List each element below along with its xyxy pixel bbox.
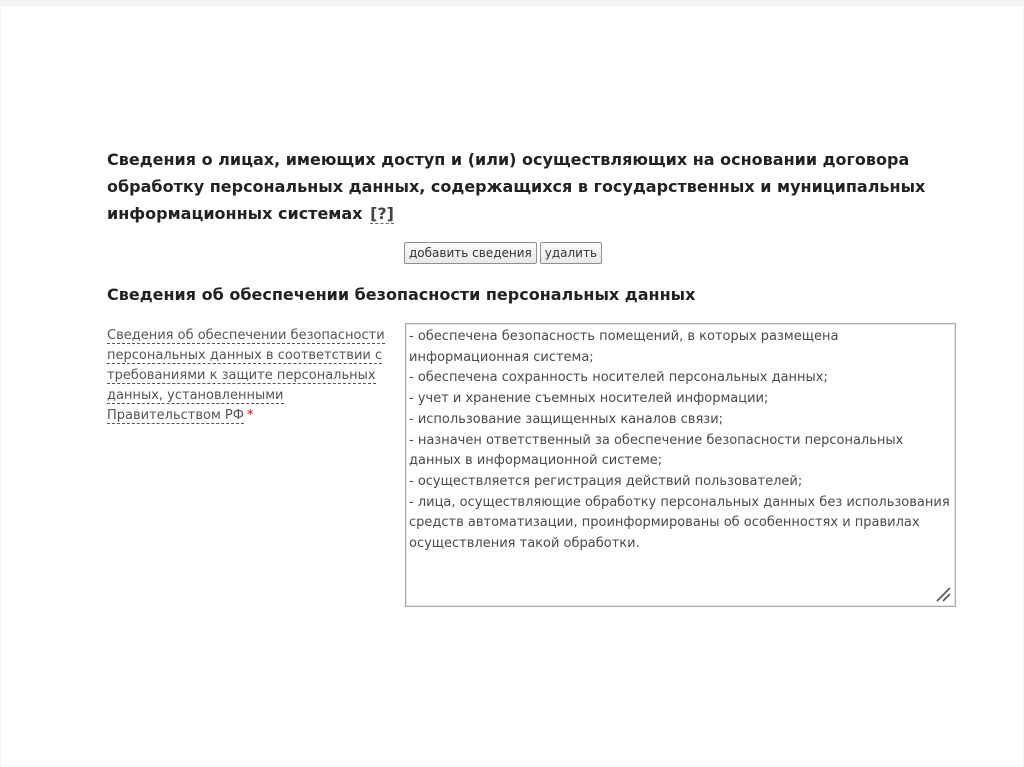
action-buttons	[404, 242, 602, 264]
textarea-line: - осуществляется регистрация действий пользователей;	[409, 473, 803, 489]
textarea-line: - лица, осуществляющие обработку персональных данных без использования средств автоматизации, проинформированы об особенностях и правилах осуществления такой обработки.	[409, 494, 950, 552]
textarea-line: - учет и хранение съемных носителей информации;	[409, 391, 769, 407]
textarea-line: - обеспечена безопасность помещений, в которых размещена информационная система;	[409, 329, 839, 365]
help-link[interactable]: [?]	[370, 204, 394, 223]
field-label-text: Сведения об обеспечении безопасности персональных данных в соответствии с требованиями к защите персональных данных, установленными Правительством РФ	[107, 328, 385, 423]
delete-button[interactable]: удалить	[540, 242, 602, 264]
add-info-button[interactable]: добавить сведения	[404, 242, 537, 264]
required-mark: *	[246, 408, 254, 423]
textarea-line: - использование защищенных каналов связи;	[409, 411, 724, 427]
section-title-text: Сведения о лицах, имеющих доступ и (или) осуществляющих на основании договора обработку персональных данных, содержащихся в государственных и муниципальных информационных системах	[107, 150, 926, 223]
section-title	[107, 146, 927, 227]
field-label	[107, 326, 397, 426]
resize-handle-icon[interactable]	[935, 586, 951, 602]
subsection-title: Сведения об обеспечении безопасности персональных данных	[107, 285, 696, 304]
textarea-line: - обеспечена сохранность носителей персональных данных;	[409, 370, 828, 386]
textarea-content[interactable]	[409, 327, 952, 555]
top-edge	[0, 0, 1024, 6]
security-info-textarea[interactable]	[405, 323, 956, 607]
textarea-line: - назначен ответственный за обеспечение безопасности персональных данных в информационной системе;	[409, 432, 904, 469]
